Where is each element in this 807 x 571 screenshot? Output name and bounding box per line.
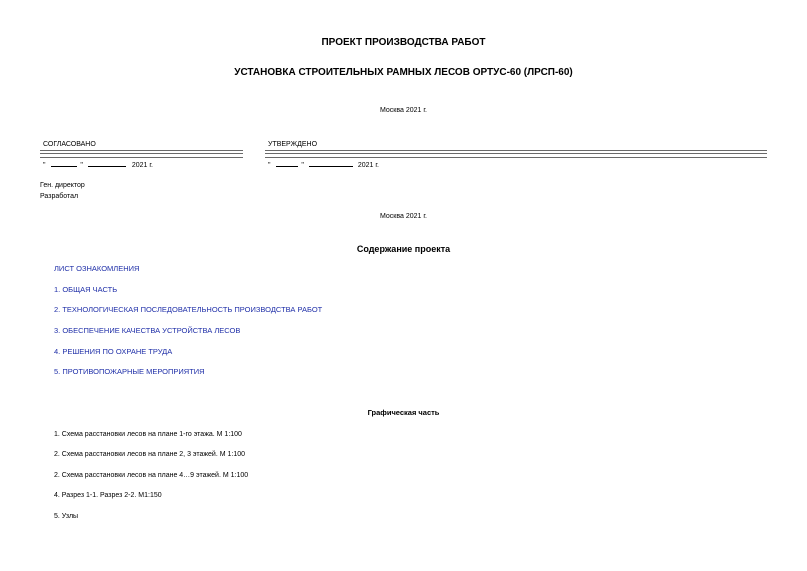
graphics-item: 4. Разрез 1-1. Разрез 2-2. М1:150 xyxy=(54,492,162,499)
graphics-item: 2. Схема расстановки лесов на плане 4…9 этажей. М 1:100 xyxy=(54,472,249,479)
month-blank xyxy=(309,160,353,167)
city-year-2: Москва 2021 г. xyxy=(379,213,427,220)
day-blank xyxy=(276,160,298,167)
approval-left-date xyxy=(43,160,153,169)
toc-item-fire[interactable]: 5. ПРОТИВОПОЖАРНЫЕ МЕРОПРИЯТИЯ xyxy=(54,367,205,376)
toc-item-acquaintance[interactable]: ЛИСТ ОЗНАКОМЛЕНИЯ xyxy=(54,264,140,273)
city-year: Москва 2021 г. xyxy=(379,107,427,114)
year-text: 2021 г. xyxy=(131,162,153,169)
graphics-item: 2. Схема расстановки лесов на плане 2, 3 этажей. М 1:100 xyxy=(54,451,246,458)
approval-right-date xyxy=(268,160,379,169)
director-label: Ген. директор xyxy=(40,182,85,189)
toc-item-general[interactable]: 1. ОБЩАЯ ЧАСТЬ xyxy=(54,285,118,294)
approval-left-rules xyxy=(40,150,243,158)
quote-open: " xyxy=(268,162,271,169)
document-title: ПРОЕКТ ПРОИЗВОДСТВА РАБОТ xyxy=(321,37,486,48)
toc-title: Содержание проекта xyxy=(356,244,451,254)
quote-close: " xyxy=(301,162,304,169)
developer-label: Разработал xyxy=(40,193,79,200)
approval-right-rules xyxy=(265,150,767,158)
approval-left-label: СОГЛАСОВАНО xyxy=(43,141,96,148)
toc-item-quality[interactable]: 3. ОБЕСПЕЧЕНИЕ КАЧЕСТВА УСТРОЙСТВА ЛЕСОВ xyxy=(54,326,241,335)
graphics-item: 1. Схема расстановки лесов на плане 1-го этажа. М 1:100 xyxy=(54,431,242,438)
month-blank xyxy=(88,160,126,167)
day-blank xyxy=(51,160,77,167)
graphics-item: 5. Узлы xyxy=(54,513,79,520)
quote-close: " xyxy=(80,162,83,169)
approval-right-label: УТВЕРЖДЕНО xyxy=(268,141,318,148)
toc-item-technology[interactable]: 2. ТЕХНОЛОГИЧЕСКАЯ ПОСЛЕДОВАТЕЛЬНОСТЬ ПРОИЗВОДСТВА РАБОТ xyxy=(54,305,323,314)
quote-open: " xyxy=(43,162,46,169)
graphics-title: Графическая часть xyxy=(367,408,440,417)
toc-item-safety[interactable]: 4. РЕШЕНИЯ ПО ОХРАНЕ ТРУДА xyxy=(54,347,173,356)
year-text: 2021 г. xyxy=(357,162,379,169)
document-subtitle: УСТАНОВКА СТРОИТЕЛЬНЫХ РАМНЫХ ЛЕСОВ ОРТУС-60 (ЛРСП-60) xyxy=(234,67,573,78)
